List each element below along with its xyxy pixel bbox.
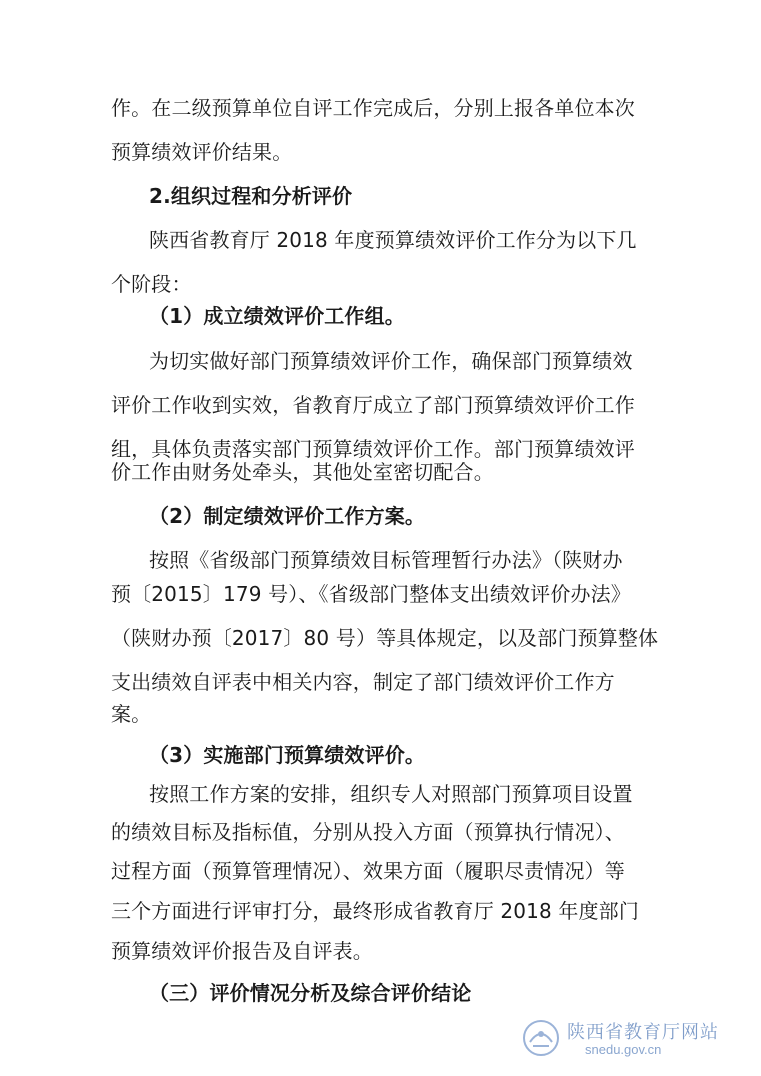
body-text: 按照《省级部门预算绩效目标管理暂行办法》（陕财办 (149, 548, 623, 572)
body-text: 的绩效目标及指标值，分别从投入方面（预算执行情况）、 (111, 820, 625, 844)
body-text: 作。在二级预算单位自评工作完成后，分别上报各单位本次 (111, 96, 635, 120)
subsection-heading: （2）制定绩效评价工作方案。 (149, 504, 426, 528)
body-text: 过程方面（预算管理情况）、效果方面（履职尽责情况）等 (111, 859, 625, 883)
watermark-url: snedu.gov.cn (585, 1042, 662, 1057)
body-text: 组，具体负责落实部门预算绩效评价工作。部门预算绩效评 (111, 437, 635, 461)
body-text: 按照工作方案的安排，组织专人对照部门预算项目设置 (149, 782, 633, 806)
body-text: 价工作由财务处牵头，其他处室密切配合。 (111, 460, 494, 484)
site-watermark (521, 1016, 751, 1062)
body-text: 为切实做好部门预算绩效评价工作，确保部门预算绩效 (149, 349, 633, 373)
subsection-heading: （1）成立绩效评价工作组。 (149, 304, 405, 328)
body-text: 陕西省教育厅 2018 年度预算绩效评价工作分为以下几 (149, 228, 637, 252)
section-heading: （三）评价情况分析及综合评价结论 (149, 981, 472, 1005)
body-text: 评价工作收到实效，省教育厅成立了部门预算绩效评价工作 (111, 393, 635, 417)
subsection-heading: （3）实施部门预算绩效评价。 (149, 743, 426, 767)
body-text: 个阶段： (111, 272, 192, 296)
body-text: 案。 (111, 702, 152, 726)
body-text: 预〔2015〕179 号）、《省级部门整体支出绩效评价办法》 (111, 582, 631, 606)
body-text: 三个方面进行评审打分，最终形成省教育厅 2018 年度部门 (111, 899, 639, 923)
body-text: 预算绩效评价结果。 (111, 140, 293, 164)
watermark-logo-icon (521, 1018, 561, 1058)
watermark-title: 陕西省教育厅网站 (567, 1022, 719, 1043)
body-text: 预算绩效评价报告及自评表。 (111, 939, 373, 963)
section-heading: 2.组织过程和分析评价 (149, 184, 353, 208)
body-text: （陕财办预〔2017〕80 号）等具体规定，以及部门预算整体 (111, 626, 659, 650)
body-text: 支出绩效自评表中相关内容，制定了部门绩效评价工作方 (111, 670, 615, 694)
